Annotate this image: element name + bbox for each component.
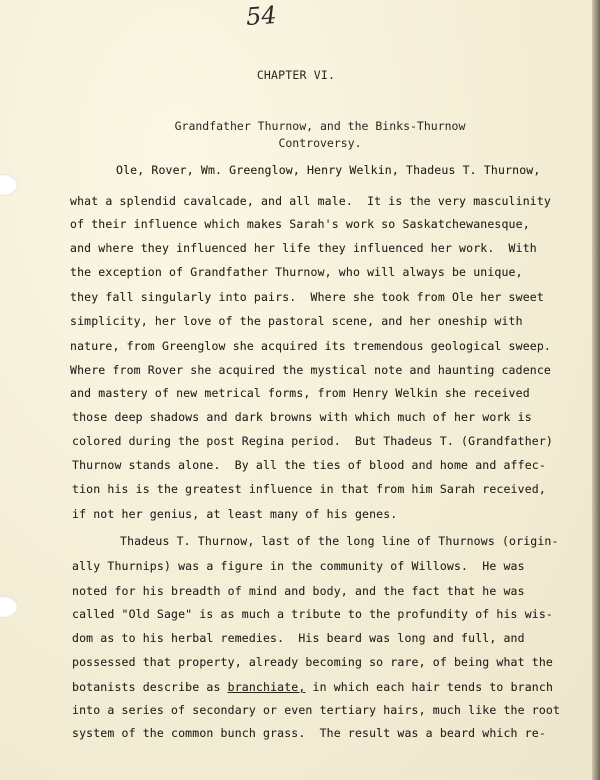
subtitle-line: Controversy.: [278, 136, 362, 150]
text-line: and mastery of new metrical forms, from Henry Welkin she received: [70, 386, 530, 400]
text-line: tion his is the greatest influence in that from him Sarah received,: [72, 482, 546, 496]
paper-edge-shadow: [592, 0, 600, 780]
text-line: Ole, Rover, Wm. Greenglow, Henry Welkin, Thadeus T. Thurnow,: [116, 163, 541, 177]
chapter-heading: CHAPTER VI.: [256, 68, 336, 82]
text-line: Thurnow stands alone. By all the ties of blood and home and affec-: [72, 458, 546, 472]
text-line: [0, 680, 592, 694]
chapter-subtitle: [120, 118, 520, 152]
punch-hole: [0, 174, 18, 196]
text-line-start: botanists describe as: [72, 680, 221, 694]
text-line: ally Thurnips) was a figure in the community of Willows. He was: [72, 559, 525, 573]
text-line: possessed that property, already becoming so rare, of being what the: [72, 655, 554, 669]
text-line: of their influence which makes Sarah's work so Saskatchewanesque,: [70, 217, 530, 231]
text-line: into a series of secondary or even tertiary hairs, much like the root: [72, 703, 561, 717]
page-number: 54: [245, 0, 278, 32]
text-line: those deep shadows and dark browns with which much of her work is: [72, 410, 532, 424]
text-line: system of the common bunch grass. The result was a beard which re-: [72, 726, 546, 740]
underlined-term: branchiate,: [227, 680, 306, 694]
text-line: and where they influenced her life they influenced her work. With: [70, 241, 537, 255]
text-line: Where from Rover she acquired the mystical note and haunting cadence: [70, 363, 552, 377]
text-line: Thadeus T. Thurnow, last of the long line of Thurnows (origin-: [120, 534, 559, 548]
subtitle-line: Grandfather Thurnow, and the Binks-Thurnow: [174, 119, 466, 133]
text-line: colored during the post Regina period. But Thadeus T. (Grandfather): [72, 434, 554, 448]
text-line: dom as to his herbal remedies. His beard was long and full, and: [72, 631, 525, 645]
text-line: nature, from Greenglow she acquired its tremendous geological sweep.: [70, 339, 552, 353]
text-line: the exception of Grandfather Thurnow, who will always be unique,: [70, 265, 523, 279]
text-line: if not her genius, at least many of his genes.: [72, 507, 398, 521]
text-line: called "Old Sage" is as much a tribute to the profundity of his wis-: [72, 607, 554, 621]
text-line: noted for his breadth of mind and body, and the fact that he was: [72, 584, 525, 598]
text-line: simplicity, her love of the pastoral scene, and her oneship with: [70, 314, 523, 328]
text-line: what a splendid cavalcade, and all male. It is the very masculinity: [70, 194, 552, 208]
text-line-end: in which each hair tends to branch: [305, 680, 554, 694]
text-line: they fall singularly into pairs. Where she took from Ole her sweet: [70, 290, 544, 304]
